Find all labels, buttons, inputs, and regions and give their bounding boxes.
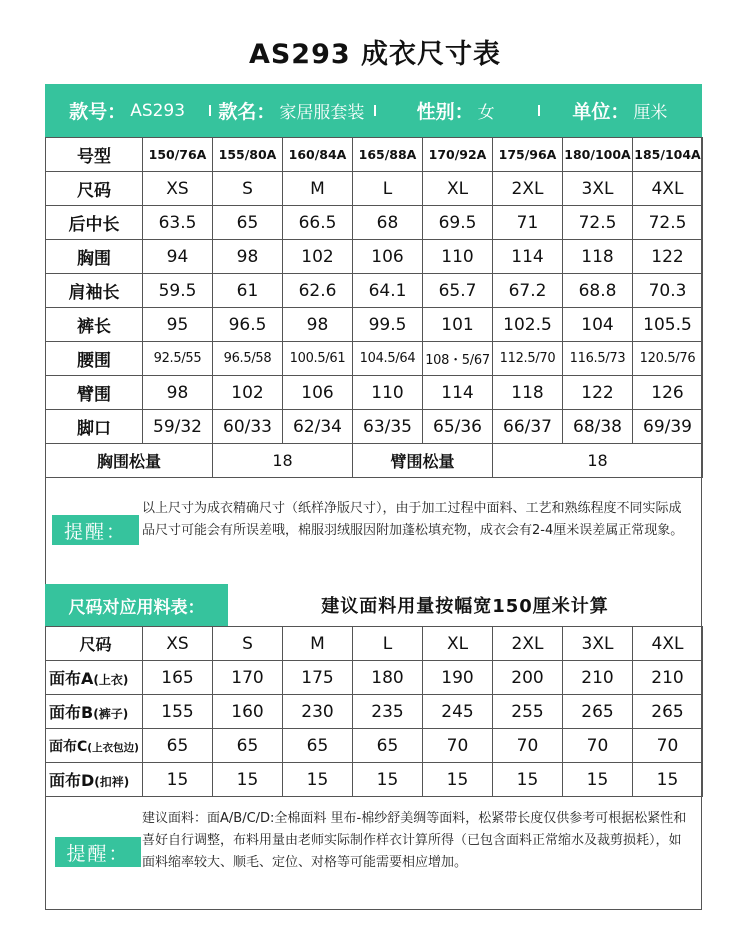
- size-cell: 106: [283, 376, 353, 410]
- fabric-usage: (上衣包边): [87, 741, 139, 754]
- size-table-row: [46, 240, 703, 274]
- size-cell: 102: [283, 240, 353, 274]
- size-cell: 101: [423, 308, 493, 342]
- fabric-size-header: M: [283, 627, 353, 661]
- size-cell: 98: [143, 376, 213, 410]
- size-cell: 62/34: [283, 410, 353, 444]
- row-label: 肩袖长: [46, 274, 143, 308]
- size-cell: 65: [213, 206, 283, 240]
- reminder-text-1: 以上尺寸为成衣精确尺寸（纸样净版尺寸），由于加工过程中面料、工艺和熟练程度不同实际成品尺寸可能会有所误差哦，棉服羽绒服因附加蓬松填充物，成衣会有2-4厘米误差属正常现象。: [142, 501, 684, 538]
- fabric-cell: 70: [423, 729, 493, 763]
- fabric-cell: 175: [283, 661, 353, 695]
- fabric-usage: (扣袢): [94, 775, 130, 789]
- size-cell: 66/37: [493, 410, 563, 444]
- size-cell: 170/92A: [423, 138, 493, 172]
- size-table-row: [46, 172, 703, 206]
- row-label: 裤长: [46, 308, 143, 342]
- fabric-cell: 230: [283, 695, 353, 729]
- fabric-section-heading: 建议面料用量按幅宽150厘米计算: [321, 596, 609, 617]
- row-label: 脚口: [46, 410, 143, 444]
- fabric-cell: 65: [353, 729, 423, 763]
- size-cell: 175/96A: [493, 138, 563, 172]
- size-cell: 60/33: [213, 410, 283, 444]
- fabric-row: [46, 695, 703, 729]
- size-cell: 92.5/55: [143, 342, 213, 376]
- unit-value: 厘米: [633, 103, 668, 123]
- fabric-row: [46, 661, 703, 695]
- size-table: [45, 137, 703, 478]
- size-cell: 105.5: [633, 308, 703, 342]
- size-cell: 114: [493, 240, 563, 274]
- fabric-name: 面布D: [49, 771, 95, 790]
- size-cell: 110: [353, 376, 423, 410]
- style-no-value: AS293: [130, 100, 186, 121]
- size-cell: 102: [213, 376, 283, 410]
- size-cell: 122: [563, 376, 633, 410]
- fabric-cell: 190: [423, 661, 493, 695]
- size-cell: 71: [493, 206, 563, 240]
- fabric-cell: 15: [143, 763, 213, 797]
- fabric-section-header: [45, 584, 702, 626]
- size-cell: 104.5/64: [353, 342, 423, 376]
- fabric-cell: 15: [283, 763, 353, 797]
- fabric-row-label: [46, 661, 143, 695]
- chest-ease-label: 胸围松量: [46, 444, 213, 478]
- fabric-size-header: S: [213, 627, 283, 661]
- size-cell: 104: [563, 308, 633, 342]
- size-cell: XS: [143, 172, 213, 206]
- size-cell: 59.5: [143, 274, 213, 308]
- fabric-cell: 235: [353, 695, 423, 729]
- reminder-text-2: 建议面料：面A/B/C/D:全棉面料 里布-棉纱舒美绸等面料，松紧带长度仅供参考可根据松紧性和喜好自行调整，布料用量由老师实际制作样衣计算所得（已包含面料正常缩水及裁剪损耗），如面料缩率较大、顺毛、定位、对格等可能需要相应增加。: [142, 811, 687, 870]
- size-cell: S: [213, 172, 283, 206]
- fabric-name: 面布A: [49, 669, 94, 688]
- size-cell: 99.5: [353, 308, 423, 342]
- fabric-header-label: 尺码: [46, 627, 143, 661]
- reminder-label-2: 提醒：: [55, 837, 141, 867]
- fabric-cell: 165: [143, 661, 213, 695]
- fabric-cell: 170: [213, 661, 283, 695]
- size-cell: 68: [353, 206, 423, 240]
- fabric-cell: 265: [563, 695, 633, 729]
- fabric-usage: (裤子): [93, 707, 129, 721]
- style-name-label: 款名：: [218, 101, 276, 123]
- row-label: 尺码: [46, 172, 143, 206]
- size-cell: 114: [423, 376, 493, 410]
- size-cell: 68.8: [563, 274, 633, 308]
- size-cell: L: [353, 172, 423, 206]
- fabric-cell: 70: [493, 729, 563, 763]
- size-cell: 118: [493, 376, 563, 410]
- gender-label: 性别：: [416, 101, 474, 123]
- style-no-label: 款号：: [69, 101, 127, 123]
- fabric-header-row: [46, 627, 703, 661]
- chest-ease-value: 18: [213, 444, 353, 478]
- style-name: [209, 97, 373, 124]
- gender-value: 女: [477, 103, 495, 123]
- size-cell: 59/32: [143, 410, 213, 444]
- fabric-cell: 15: [493, 763, 563, 797]
- reminder-box-1: [45, 480, 702, 584]
- size-cell: 180/100A: [563, 138, 633, 172]
- fabric-cell: 65: [283, 729, 353, 763]
- size-cell: 72.5: [633, 206, 703, 240]
- reminder-label-1: 提醒：: [52, 515, 139, 545]
- size-cell: 102.5: [493, 308, 563, 342]
- size-cell: 120.5/76: [633, 342, 703, 376]
- fabric-row: [46, 763, 703, 797]
- fabric-cell: 155: [143, 695, 213, 729]
- fabric-size-header: 3XL: [563, 627, 633, 661]
- size-cell: 155/80A: [213, 138, 283, 172]
- fabric-row: [46, 729, 703, 763]
- fabric-usage: (上衣): [93, 673, 129, 687]
- fabric-row-label: [46, 763, 143, 797]
- row-label: 臂围: [46, 376, 143, 410]
- size-table-row: [46, 308, 703, 342]
- size-cell: 62.6: [283, 274, 353, 308]
- arm-ease-label: 臂围松量: [353, 444, 493, 478]
- ease-row: [46, 444, 703, 478]
- size-cell: XL: [423, 172, 493, 206]
- size-cell: 69/39: [633, 410, 703, 444]
- size-table-row: [46, 206, 703, 240]
- size-cell: 106: [353, 240, 423, 274]
- size-cell: 2XL: [493, 172, 563, 206]
- fabric-cell: 15: [563, 763, 633, 797]
- fabric-cell: 15: [213, 763, 283, 797]
- gender: [374, 97, 538, 124]
- size-cell: 70.3: [633, 274, 703, 308]
- size-cell: 100.5/61: [283, 342, 353, 376]
- fabric-cell: 70: [633, 729, 703, 763]
- size-cell: 3XL: [563, 172, 633, 206]
- size-table-row: [46, 342, 703, 376]
- size-cell: 63.5: [143, 206, 213, 240]
- size-cell: 160/84A: [283, 138, 353, 172]
- fabric-cell: 15: [423, 763, 493, 797]
- size-cell: 67.2: [493, 274, 563, 308]
- fabric-cell: 255: [493, 695, 563, 729]
- size-cell: 110: [423, 240, 493, 274]
- size-table-row: [46, 138, 703, 172]
- size-cell: 68/38: [563, 410, 633, 444]
- fabric-cell: 210: [563, 661, 633, 695]
- size-cell: 98: [213, 240, 283, 274]
- arm-ease-value: 18: [493, 444, 703, 478]
- fabric-size-header: 2XL: [493, 627, 563, 661]
- fabric-cell: 180: [353, 661, 423, 695]
- size-cell: 122: [633, 240, 703, 274]
- row-label: 后中长: [46, 206, 143, 240]
- size-cell: M: [283, 172, 353, 206]
- fabric-row-label: [46, 729, 143, 763]
- size-cell: 98: [283, 308, 353, 342]
- unit: [538, 97, 702, 124]
- fabric-cell: 15: [633, 763, 703, 797]
- unit-label: 单位：: [572, 101, 630, 123]
- size-cell: 96.5: [213, 308, 283, 342]
- size-cell: 165/88A: [353, 138, 423, 172]
- row-label: 胸围: [46, 240, 143, 274]
- fabric-name: 面布C: [49, 738, 88, 755]
- size-cell: 108・5/67: [423, 342, 493, 376]
- size-cell: 118: [563, 240, 633, 274]
- size-cell: 94: [143, 240, 213, 274]
- size-cell: 65/36: [423, 410, 493, 444]
- fabric-table: [45, 626, 703, 797]
- size-cell: 116.5/73: [563, 342, 633, 376]
- size-cell: 61: [213, 274, 283, 308]
- fabric-cell: 245: [423, 695, 493, 729]
- fabric-row-label: [46, 695, 143, 729]
- size-cell: 65.7: [423, 274, 493, 308]
- size-cell: 126: [633, 376, 703, 410]
- size-table-row: [46, 274, 703, 308]
- size-cell: 96.5/58: [213, 342, 283, 376]
- fabric-size-header: 4XL: [633, 627, 703, 661]
- fabric-cell: 65: [213, 729, 283, 763]
- fabric-cell: 210: [633, 661, 703, 695]
- size-table-row: [46, 376, 703, 410]
- size-cell: 4XL: [633, 172, 703, 206]
- fabric-cell: 65: [143, 729, 213, 763]
- fabric-name: 面布B: [49, 703, 94, 722]
- fabric-section-tag: 尺码对应用料表：: [45, 584, 228, 626]
- size-cell: 185/104A: [633, 138, 703, 172]
- fabric-size-header: L: [353, 627, 423, 661]
- header-bar: [45, 84, 702, 137]
- size-table-row: [46, 410, 703, 444]
- row-label: 号型: [46, 138, 143, 172]
- size-cell: 69.5: [423, 206, 493, 240]
- fabric-cell: 160: [213, 695, 283, 729]
- style-name-value: 家居服套装: [279, 103, 365, 123]
- fabric-cell: 200: [493, 661, 563, 695]
- page-title: AS293 成衣尺寸表: [248, 39, 502, 70]
- reminder-box-2: [45, 797, 702, 910]
- size-cell: 64.1: [353, 274, 423, 308]
- size-cell: 66.5: [283, 206, 353, 240]
- size-cell: 63/35: [353, 410, 423, 444]
- style-no: [45, 97, 209, 124]
- fabric-size-header: XS: [143, 627, 213, 661]
- fabric-cell: 70: [563, 729, 633, 763]
- row-label: 腰围: [46, 342, 143, 376]
- fabric-size-header: XL: [423, 627, 493, 661]
- size-cell: 72.5: [563, 206, 633, 240]
- size-cell: 150/76A: [143, 138, 213, 172]
- size-cell: 112.5/70: [493, 342, 563, 376]
- size-cell: 95: [143, 308, 213, 342]
- fabric-cell: 15: [353, 763, 423, 797]
- fabric-cell: 265: [633, 695, 703, 729]
